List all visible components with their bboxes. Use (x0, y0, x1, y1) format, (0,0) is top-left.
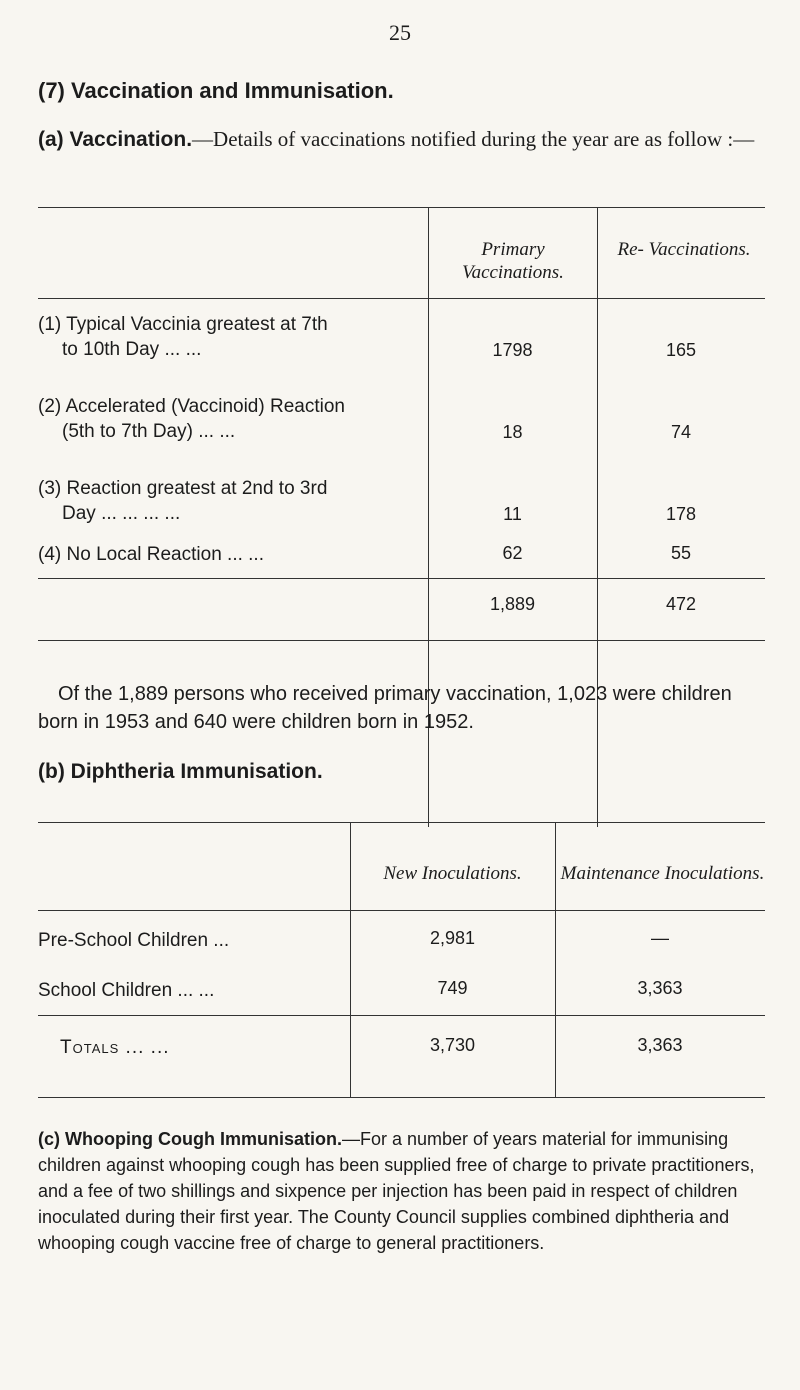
section-title: (7) Vaccination and Immunisation. (38, 78, 394, 103)
row-label: (1) Typical Vaccinia greatest at 7th (38, 314, 328, 335)
whooping-paragraph (38, 1126, 768, 1256)
cell-re: 165 (665, 340, 697, 360)
table-row (38, 542, 418, 567)
totals-label: Totals ... ... (60, 1037, 170, 1058)
table-row (38, 312, 418, 362)
total-primary: 1,889 (489, 594, 536, 614)
whooping-text: —For a number of years material for immunising children against whooping cough has been supplied free of charge to private practitioners, and a fee of two shillings and sixpence per injection has been paid in respect of children inoculated during their first year. The County Council supplies combined diphtheria and whooping cough vaccine free of charge to general practitioners. (38, 1129, 755, 1253)
header-rule (38, 298, 765, 299)
totals-rule (38, 578, 765, 579)
table-top-rule (38, 207, 765, 208)
col-header-new: New Inoculations. (383, 863, 522, 884)
cell-primary: 62 (502, 543, 523, 563)
page-number: 25 (389, 20, 411, 45)
vaccination-intro (38, 126, 764, 153)
cell-re: 55 (670, 543, 692, 563)
cell-maintenance: — (651, 928, 669, 948)
col-header-maintenance: Maintenance Inoculations. (560, 863, 765, 884)
cell-maintenance: 3,363 (637, 978, 683, 998)
totals-rule (38, 1015, 765, 1016)
whooping-label: (c) Whooping Cough Immunisation. (38, 1129, 342, 1149)
row-label: (2) Accelerated (Vaccinoid) Reaction (38, 396, 345, 417)
cell-primary: 1798 (492, 340, 533, 360)
row-label: Day ... ... ... ... (62, 503, 181, 524)
table-row (38, 476, 418, 526)
row-label: to 10th Day ... ... (62, 339, 202, 360)
total-maintenance: 3,363 (637, 1035, 683, 1055)
row-label: (3) Reaction greatest at 2nd to 3rd (38, 478, 328, 499)
cell-re: 178 (665, 504, 697, 524)
vaccination-intro-text: —Details of vaccinations notified during the year are as follow :— (192, 127, 755, 151)
cell-primary: 11 (503, 504, 522, 524)
table-row-label: Pre-School Children ... (38, 930, 230, 951)
row-label: (4) No Local Reaction ... ... (38, 544, 264, 565)
cell-new: 2,981 (429, 928, 476, 948)
col-header-primary: Primary Vaccinations. (462, 239, 564, 283)
table-row-label: School Children ... ... (38, 980, 215, 1001)
table-bottom-rule (38, 1097, 765, 1098)
table-top-rule (38, 822, 765, 823)
cell-new: 749 (437, 978, 468, 998)
vaccination-label: (a) Vaccination. (38, 128, 193, 151)
col-header-re: Re- Vaccinations. (617, 239, 751, 260)
cell-re: 74 (670, 422, 692, 442)
total-re: 472 (665, 594, 697, 614)
row-label: (5th to 7th Day) ... ... (62, 421, 236, 442)
total-new: 3,730 (429, 1035, 476, 1055)
diphtheria-title: (b) Diphtheria Immunisation. (38, 760, 323, 783)
cell-primary: 18 (502, 422, 523, 442)
vaccination-note: Of the 1,889 persons who received primary vaccination, 1,023 were children born in 1953 and 640 were children born in 1952. (38, 683, 732, 733)
table-row (38, 394, 418, 444)
table-bottom-rule (38, 640, 765, 641)
header-rule (38, 910, 765, 911)
